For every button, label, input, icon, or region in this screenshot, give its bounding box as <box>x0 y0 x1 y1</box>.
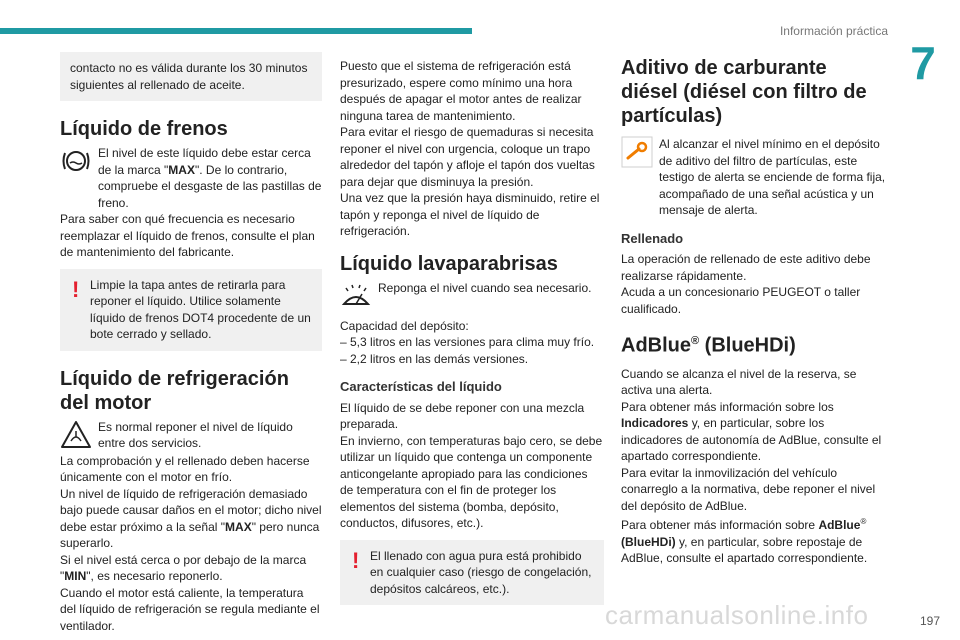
page-number: 197 <box>919 614 940 628</box>
adblue-text-2: Para obtener más información sobre los Indicadores y, en particular, sobre los indicadores de autonomía de AdBlue, consulte el apartado correspondiente. <box>621 399 882 464</box>
adblue-text-4: Para obtener más información sobre AdBlue® (BlueHDi) y, en particular, sobre repostaje de AdBlue, consulte el apartado correspondiente. <box>621 517 868 566</box>
additive-text-2: La operación de rellenado de este aditivo debe realizarse rápidamente. <box>621 252 871 283</box>
note-box <box>60 52 322 101</box>
brake-warning-text: Limpie la tapa antes de retirarla para reponer el líquido. Utilice solamente líquido de frenos DOT4 procedente de un bote cerrado y sellado. <box>90 277 311 341</box>
washer-warning-box <box>340 540 604 606</box>
coolant-pressure-text: Puesto que el sistema de refrigeración está presurizado, espere como mínimo una hora después de apagar el motor antes de realizar ninguna tarea de mantenimiento. <box>340 59 582 123</box>
warning-triangle-icon <box>60 419 92 451</box>
column-3 <box>621 52 887 567</box>
brake-warning-box <box>60 269 322 351</box>
watermark-text: carmanualsonline.info <box>605 600 869 630</box>
coolant-refill-text: Una vez que la presión haya disminuido, retire el tapón y reponga el nivel de líquido de refrigeración. <box>340 191 600 238</box>
adblue-text-1: Cuando se alcanza el nivel de la reserva, se activa una alerta. <box>621 366 857 398</box>
coolant-text-4: Si el nivel está cerca o por debajo de la marca "MIN", es necesario reponerlo. <box>60 552 307 583</box>
brake-fluid-intro <box>60 145 322 211</box>
adblue-heading: AdBlue® (BlueHDi) <box>621 334 796 357</box>
chapter-number: 7 <box>910 37 936 89</box>
washer-fluid-heading: Líquido lavaparabrisas <box>340 252 558 275</box>
coolant-heading: Líquido de refrigeración del motor <box>60 367 289 414</box>
column-1 <box>60 52 322 634</box>
warning-exclamation-icon: ! <box>72 276 80 302</box>
coolant-text-5: Cuando el motor está caliente, la temperatura del líquido de refrigeración se regula mediante el ventilador. <box>60 585 320 633</box>
additive-intro <box>621 136 887 219</box>
section-title: Información práctica <box>779 24 888 38</box>
washer-warning-text: El llenado con agua pura está prohibido en cualquier caso (riesgo de congelación, depósitos calcáreos, etc.). <box>370 548 592 596</box>
top-accent-bar <box>0 28 472 34</box>
washer-char-text-1: El líquido de se debe reponer con una mezcla preparada. <box>340 400 585 431</box>
washer-fluid-intro <box>340 280 604 314</box>
brake-fluid-text: El nivel de este líquido debe estar cerca de la marca "MAX". De lo contrario, compruebe el desgaste de las pastillas de freno. <box>98 146 322 210</box>
adblue-text-3: Para evitar la inmovilización del vehículo conarreglo a la normativa, debe reponer el nivel del depósito de AdBlue. <box>621 465 876 513</box>
coolant-burn-text: Para evitar el riesgo de quemaduras si necesita reponer el nivel con urgencia, coloque un trapo alrededor del tapón y afloje el tapón dos vueltas para dejar que disminuya la presión. <box>340 125 595 189</box>
brake-fluid-icon <box>60 145 92 177</box>
additive-text-1: Al alcanzar el nivel mínimo en el depósito de aditivo del filtro de partículas, este testigo de alerta se enciende de forma fija, acompañado de una señal acústica y un mensaje de alerta. <box>659 137 886 217</box>
coolant-text-3: Un nivel de líquido de refrigeración demasiado bajo puede causar daños en el motor; dicho nivel debe estar próximo a la señal "MAX" pero nunca superarlo. <box>60 486 322 550</box>
washer-fluid-text: Reponga el nivel cuando sea necesario. <box>378 280 592 295</box>
wrench-icon <box>621 136 653 168</box>
additive-text-3: Acuda a un concesionario PEUGEOT o taller cualificado. <box>621 285 861 316</box>
coolant-text-2: La comprobación y el rellenado deben hacerse únicamente con el motor en frío. <box>60 453 310 484</box>
washer-characteristics-heading: Características del líquido <box>340 379 502 394</box>
refill-heading: Rellenado <box>621 230 684 246</box>
coolant-text-1: Es normal reponer el nivel de líquido entre dos servicios. <box>98 419 293 450</box>
warning-exclamation-icon: ! <box>352 547 360 573</box>
washer-char-text-2: En invierno, con temperaturas bajo cero, se debe utilizar un líquido que contenga un componente anticongelante apropiado para las condiciones de temperatura con el fin de proteger los elementos del sistema (bomba, depósito, conductos, difusores, etc.). <box>340 433 603 530</box>
coolant-intro <box>60 419 322 453</box>
brake-fluid-replace-text: Para saber con qué frecuencia es necesario reemplazar el líquido de frenos, consulte el plan de mantenimiento del fabricante. <box>60 212 315 259</box>
washer-capacity-item: – 5,3 litros en las versiones para clima muy frío. <box>340 335 595 349</box>
additive-heading: Aditivo de carburante diésel (diésel con filtro de partículas) <box>621 57 867 127</box>
washer-capacity-label: Capacidad del depósito: <box>340 318 469 333</box>
washer-capacity-item: – 2,2 litros en las demás versiones. <box>340 351 529 366</box>
washer-fluid-icon <box>340 280 372 312</box>
max-mark: MAX <box>168 162 195 177</box>
column-2 <box>340 58 604 605</box>
brake-fluid-heading: Líquido de frenos <box>60 118 228 140</box>
note-text: contacto no es válida durante los 30 minutos siguientes al rellenado de aceite. <box>70 61 308 92</box>
